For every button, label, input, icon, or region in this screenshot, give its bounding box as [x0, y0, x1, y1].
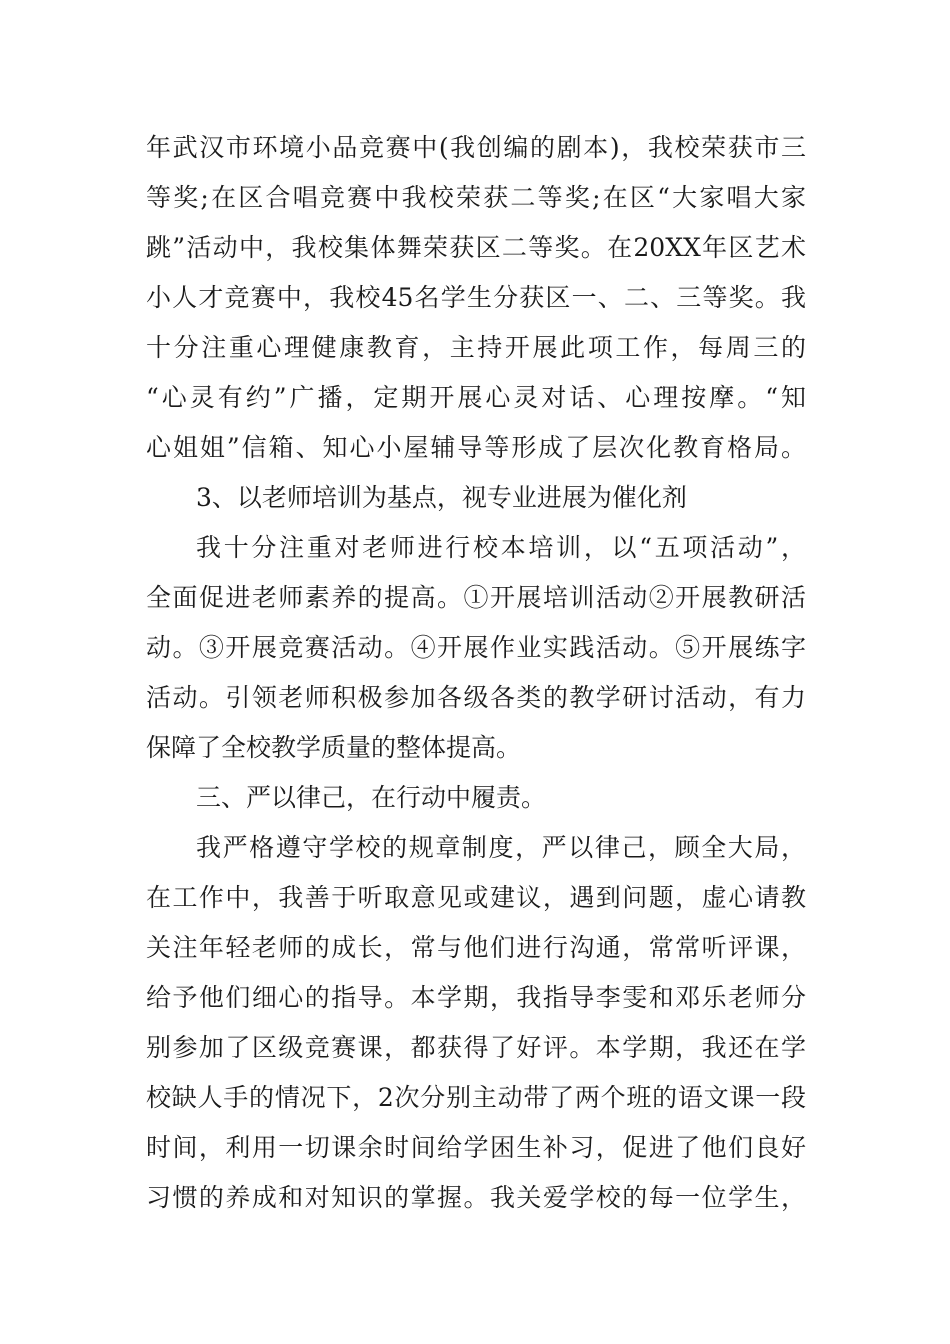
text-line: 时间，利用一切课余时间给学困生补习，促进了他们良好 — [146, 1133, 806, 1162]
paragraph-first-line: 我严格遵守学校的规章制度，严以律己，顾全大局， — [196, 833, 806, 862]
text-line: 跳”活动中，我校集体舞荣获区二等奖。在20XX年区艺术 — [146, 233, 806, 262]
text-line: 活动。引领老师积极参加各级各类的教学研讨活动，有力 — [146, 683, 806, 712]
text-line: “心灵有约”广播，定期开展心灵对话、心理按摩。“知 — [146, 383, 806, 412]
text-line: 习惯的养成和对知识的掌握。我关爱学校的每一位学生， — [146, 1183, 806, 1212]
text-line: 年武汉市环境小品竞赛中(我创编的剧本)，我校荣获市三 — [146, 133, 806, 162]
text-line: 动。③开展竞赛活动。④开展作业实践活动。⑤开展练字 — [146, 633, 806, 662]
text-line: 小人才竞赛中，我校45名学生分获区一、二、三等奖。我 — [146, 283, 806, 312]
text-line: 十分注重心理健康教育，主持开展此项工作，每周三的 — [146, 333, 806, 362]
text-line: 别参加了区级竞赛课，都获得了好评。本学期，我还在学 — [146, 1033, 806, 1062]
text-line: 全面促进老师素养的提高。①开展培训活动②开展教研活 — [146, 583, 806, 612]
text-line: 给予他们细心的指导。本学期，我指导李雯和邓乐老师分 — [146, 983, 806, 1012]
text-line: 等奖;在区合唱竞赛中我校荣获二等奖;在区“大家唱大家 — [146, 183, 806, 212]
paragraph-first-line: 我十分注重对老师进行校本培训，以“五项活动”， — [196, 533, 806, 562]
text-line: 心姐姐”信箱、知心小屋辅导等形成了层次化教育格局。 — [146, 433, 806, 462]
text-line: 在工作中，我善于听取意见或建议，遇到问题，虚心请教 — [146, 883, 806, 912]
text-line: 保障了全校教学质量的整体提高。 — [146, 733, 522, 762]
text-line: 关注年轻老师的成长，常与他们进行沟通，常常听评课， — [146, 933, 806, 962]
section-heading: 三、严以律己，在行动中履责。 — [196, 783, 547, 812]
section-heading: 3、以老师培训为基点，视专业进展为催化剂 — [196, 483, 687, 512]
text-line: 校缺人手的情况下，2次分别主动带了两个班的语文课一段 — [146, 1083, 806, 1112]
